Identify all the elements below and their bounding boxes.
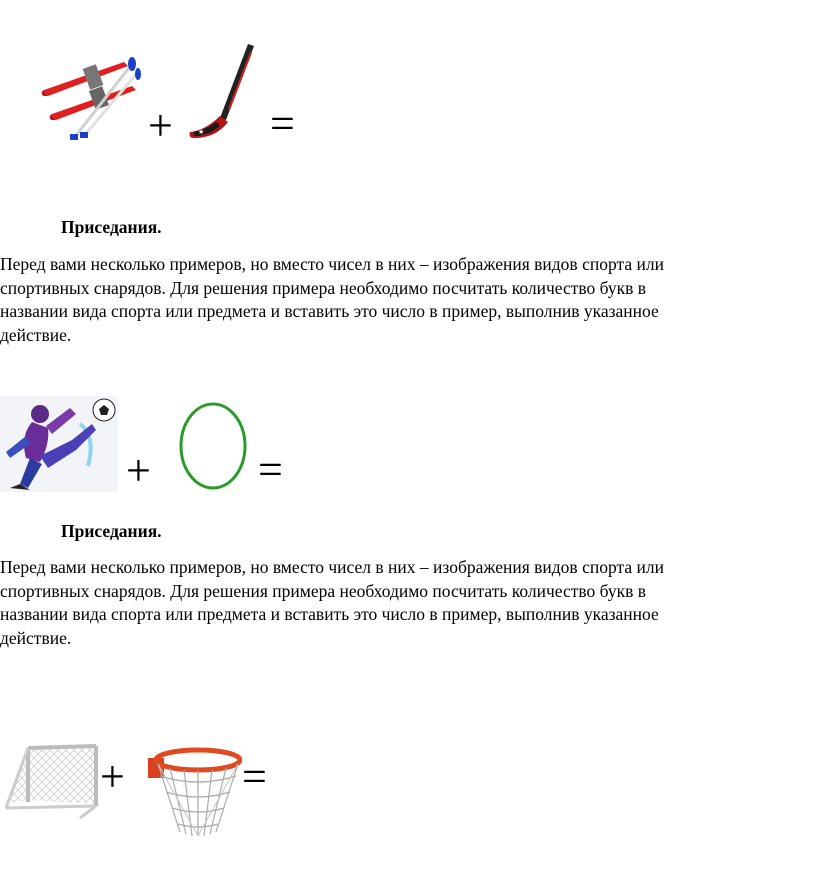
equals-sign: = [270, 99, 295, 148]
section-heading: Приседания. [61, 521, 162, 541]
instruction-paragraph [0, 253, 800, 347]
hockey-stick-icon [186, 42, 258, 142]
paragraph-line: спортивных снарядов. Для решения примера необходимо посчитать количество букв в [0, 277, 647, 298]
hoop-ring-icon [178, 402, 250, 492]
football-goal-icon [2, 742, 100, 822]
paragraph-line: названии вида спорта или предмета и вставить это число в пример, выполнив указанное [0, 301, 659, 321]
equals-sign: = [242, 752, 267, 801]
football-player-icon [0, 396, 118, 492]
paragraph-line: Перед вами несколько примеров, но вместо чисел в них – изображения видов спорта или [0, 254, 664, 274]
paragraph-line: названии вида спорта или предмета и вставить это число в пример, выполнив указанное [0, 604, 659, 624]
skis-icon [40, 52, 142, 144]
plus-sign: + [126, 446, 151, 495]
plus-sign: + [148, 101, 173, 150]
plus-sign: + [100, 752, 125, 801]
equals-sign: = [258, 445, 283, 494]
paragraph-line: действие. [0, 627, 72, 648]
paragraph-line: спортивных снарядов. Для решения примера необходимо посчитать количество букв в [0, 580, 647, 601]
paragraph-line: Перед вами несколько примеров, но вместо чисел в них – изображения видов спорта или [0, 557, 664, 577]
basketball-hoop-icon [146, 742, 242, 838]
instruction-paragraph [0, 556, 800, 650]
svg-text:★: ★ [198, 128, 205, 136]
section-heading: Приседания. [61, 217, 162, 237]
paragraph-line: действие. [0, 324, 72, 345]
